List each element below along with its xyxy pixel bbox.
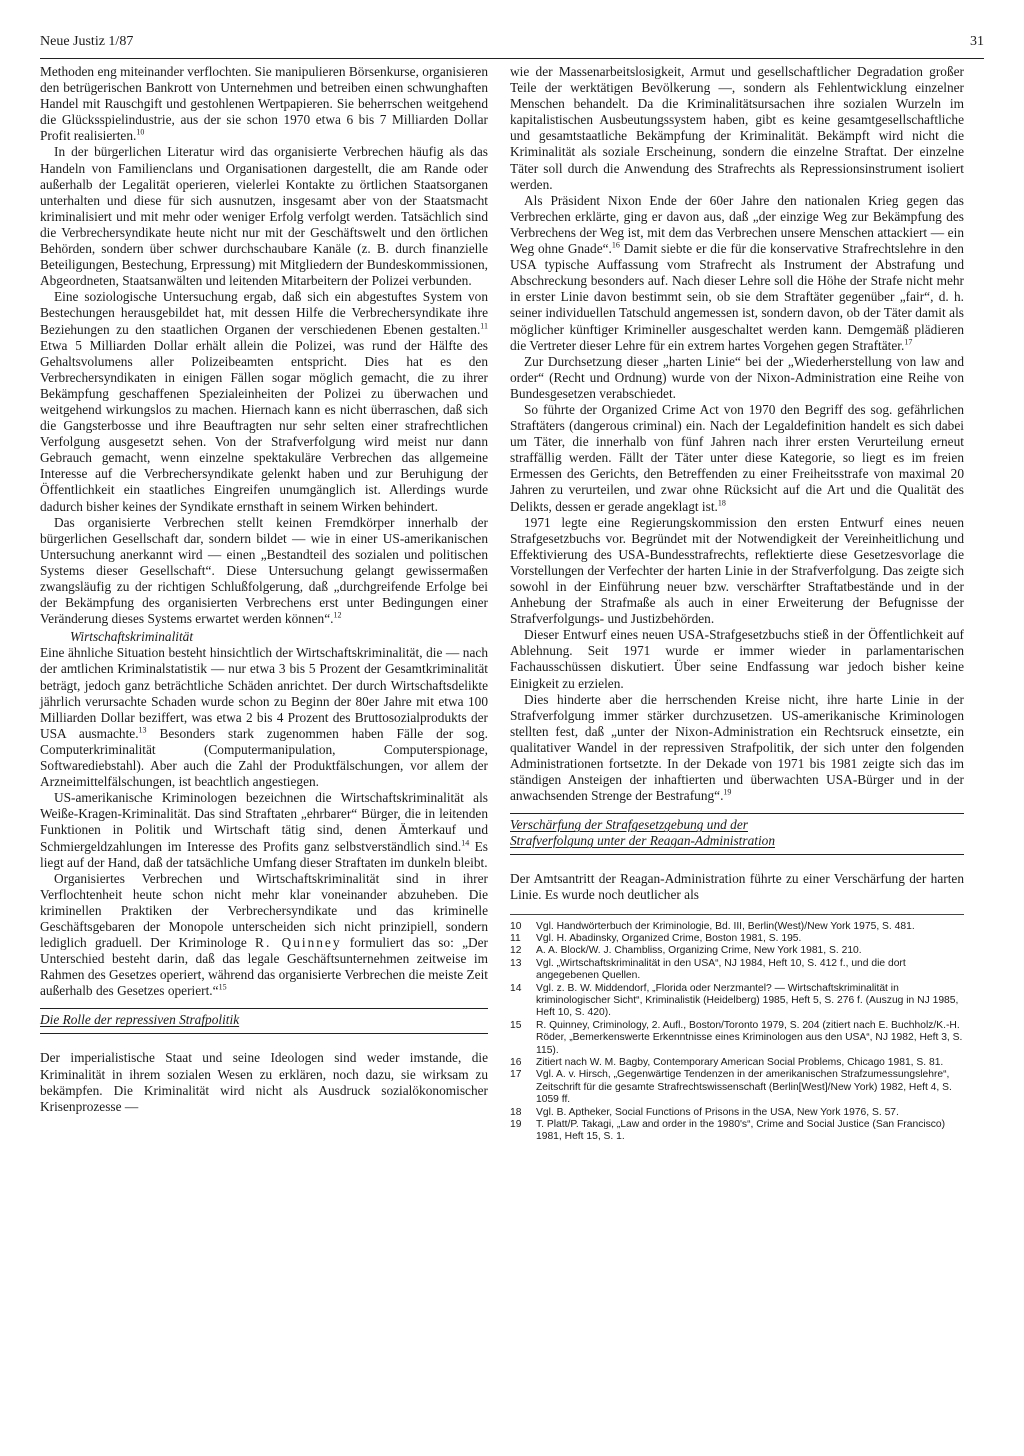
paragraph: In der bürgerlichen Literatur wird das organisierte Verbrechen häufig als das Handeln von Familienclans und Organisationen dargestellt, die am Rande oder außerhalb der Legalität operieren, vielerlei Kontakte zu örtlichen Staatsorganen unterhalten und diese für sich ausnutzen, insgesamt aber von der Staatsmacht kriminalisiert und mit mehr oder weniger Erfolg verfolgt werden. Tatsächlich sind die Verbrechersyndikate heute nicht nur mit der Geschäftswelt und den örtlichen Behörden, sondern über schwer durchschaubare Kanäle (z. B. durch finanzielle Beteiligungen, Bestechung, Erpressung) mit Mitgliedern der Bundeskommissionen, Abgeordneten, Staatsanwälten und leitenden Mitarbeitern der Polizei verbunden. <box>40 144 488 289</box>
paragraph: Dieser Entwurf eines neuen USA-Strafgesetzbuchs stieß in der Öffentlichkeit auf Ablehnung. Seit 1971 wurde er immer wieder in parlamentarischen Fachausschüssen diskutiert. Über seine Endfassung war jedoch bisher keine Einigkeit zu erzielen. <box>510 627 964 691</box>
paragraph: Eine soziologische Untersuchung ergab, daß sich ein abgestuftes System von Bestechungen herausgebildet hat, mit dessen Hilfe die Verbrechersyndikate ihre Beziehungen zu den staatlichen Organen der verschiedenen Ebenen gestalten.$^{11}$ Etwa 5 Milliarden Dollar erhält allein die Polizei, was rund der Hälfte des Gehaltsvolumens aller Polizeibeamten entspricht. Dies hat es den Verbrechersyndikaten in einigen Fällen sogar möglich gemacht, die zu ihrer Bekämpfung geschaffenen Spezialeinheiten der Polizei zu überwachen und weitgehend wirkungslos zu machen. Hiernach kann es nicht überraschen, daß sich die Gangsterbosse und ihre Beauftragten nur sehr selten einer strafrechtlichen Verfolgung ausgesetzt sehen. Von der Strafverfolgung wird meist nur dann Gebrauch gemacht, wenn einzelne spektakuläre Verbrechen das allgemeine Interesse auf die Verbrechersyndikate gelenkt haben und zur Beruhigung der Öffentlichkeit ein staatliches Eingreifen unumgänglich ist. Allerdings wurde dadurch bisher keines der Syndikate ernsthaft in seinem Wirken behindert. <box>40 289 488 514</box>
footnote-ref[interactable]: 14 <box>461 838 470 848</box>
right-column <box>510 64 964 1144</box>
paragraph: Methoden eng miteinander verflochten. Sie manipulieren Börsenkurse, organisieren den betrügerischen Bankrott von Unternehmen und betreiben einen schwunghaften Handel mit Rauschgift und gestohlenen Wertpapieren. Sie beherrschen weitgehend die Glücksspielindustrie, aus der sie schon 1970 etwa 6 bis 7 Milliarden Dollar Profit realisierten.$^{10}$ <box>40 64 488 144</box>
footnote-ref[interactable]: 16 <box>611 240 620 250</box>
footnote: 17 Vgl. A. v. Hirsch, „Gegenwärtige Tendenzen in der amerikanischen Strafzumessungslehre“, Zeitschrift für die gesamte Strafrechtswissenschaft (Berlin[West]/New York) 1982, Heft 4, S. 1059 ff. <box>510 1069 952 1106</box>
section-title: Die Rolle der repressiven Strafpolitik <box>40 1012 240 1028</box>
paragraph: 1971 legte eine Regierungskommission den ersten Entwurf eines neuen Strafgesetzbuchs vor. Begründet mit der Notwendigkeit der Vereinheitlichung und Effektivierung des USA-Bundesstrafrechts, reflektierte diese Gesetzesvorlage die Vorstellungen der Verfechter der harten Linie in der Strafverfolgung. Das zeigte sich sowohl in der Einführung neuer bzw. verschärfter Straftatbestände und in der Anhebung der Strafmaße als auch in einer Erweiterung der Befugnisse der Strafverfolgungs- und Justizbehörden. <box>510 514 964 627</box>
paragraph: US-amerikanische Kriminologen bezeichnen die Wirtschaftskriminalität als Weiße-Kragen-Kriminalität. Das sind Straftaten „ehrbarer“ Bürger, die in leitenden Funktionen in Politik und Wirtschaft tätig sind, denen Ämterkauf und Schmiergeldzahlungen im Interesse des Profits ganz selbstverständlich sind.$^{14}$ Es liegt auf der Hand, daß der tatsächliche Umfang dieser Straftaten im dunkeln bleibt. <box>40 790 488 870</box>
paragraph: Zur Durchsetzung dieser „harten Linie“ bei der „Wiederherstellung von law and order“ (Recht und Ordnung) wurde von der Nixon-Administration eine Reihe von Bundesgesetzen verabschiedet. <box>510 353 964 401</box>
footnote: 15 R. Quinney, Criminology, 2. Aufl., Boston/Toronto 1979, S. 204 (zitiert nach E. Buchholz/K.-H. Röder, „Bemerkenswerte Erkenntnisse eines Kriminologen aus den USA“, NJ 1982, Heft 3, S. 115). <box>510 1019 963 1056</box>
paragraph: Organisiertes Verbrechen und Wirtschaftskriminalität sind in ihrer Verflochtenheit heute schon nicht mehr klar voneinander abzuheben. Die kriminellen Praktiken der Verbrechersyndikate und das kriminelle Geschäftsgebaren der Monopole unterscheiden sich nicht prinzipiell, sondern lediglich graduell. Der Kriminologe R. Quinney formuliert das so: „Der Unterschied besteht darin, daß das legale Geschäftsunternehmen zeitweise im Rahmen des Gesetzes operiert, während das organisierte Verbrechen die meiste Zeit außerhalb des Gesetzes operiert.“$^{15}$ <box>40 870 488 999</box>
left-column <box>40 64 488 1115</box>
paragraph: Der imperialistische Staat und seine Ideologen sind weder imstande, die Kriminalität in ihrem sozialen Wesen zu erklären, noch dazu, sie wirksam zu bekämpfen. Die Kriminalität wird nicht als Ausdruck sozialökonomischer Krisenprozesse — <box>40 1050 488 1114</box>
divider <box>40 1033 488 1034</box>
divider <box>510 854 964 855</box>
paragraph: Das organisierte Verbrechen stellt keinen Fremdkörper innerhalb der bürgerlichen Gesellschaft dar, sondern bildet — wie in einer US-amerikanischen Untersuchung anerkannt wird — einen „Bestandteil des sozialen und politischen Systems dieser Gesellschaft“. Diese Untersuchung gelangt gewissermaßen zwangsläufig zu der richtigen Schlußfolgerung, daß „durchgreifende Erfolge bei der Bekämpfung des organisierten Verbrechens erst unter Bedingungen einer Veränderung dieses Systems erwartet werden können“.$^{12}$ <box>40 514 488 627</box>
footnote-ref[interactable]: 11 <box>480 321 488 331</box>
section-title-line-1: Verschärfung der Strafgesetzgebung und der <box>510 817 748 833</box>
footnote-ref[interactable]: 12 <box>333 610 342 620</box>
footnote: 12 A. A. Block/W. J. Chambliss, Organizing Crime, New York 1981, S. 210. <box>510 945 862 957</box>
footnote: 19 T. Platt/P. Takagi, „Law and order in the 1980's“, Crime and Social Justice (San Francisco) 1981, Heft 15, S. 1. <box>510 1119 946 1143</box>
subheading: Wirtschaftskriminalität <box>70 629 194 645</box>
journal-title: Neue Justiz 1/87 <box>40 34 134 49</box>
footnote-ref[interactable]: 13 <box>138 725 147 735</box>
footnote: 11 Vgl. H. Abadinsky, Organized Crime, Boston 1981, S. 195. <box>510 932 802 944</box>
author-name: R. Quinney <box>255 935 342 951</box>
footnotes <box>510 914 964 1144</box>
section-heading-box <box>510 813 964 855</box>
footnote-ref[interactable]: 18 <box>717 498 726 508</box>
footnote-ref[interactable]: 19 <box>723 787 732 797</box>
footnote: 14 Vgl. z. B. W. Middendorf, „Florida oder Nerzmantel? — Wirtschaftskriminalität in kriminologischer Sicht“, Kriminalistik (Heidelberg) 1985, Heft 5, S. 276 f. (Auszug in NJ 1985, Heft 10, S. 420). <box>510 982 959 1019</box>
paragraph: Der Amtsantritt der Reagan-Administration führte zu einer Verschärfung der harten Linie. Es wurde noch deutlicher als <box>510 871 964 903</box>
footnote: 16 Zitiert nach W. M. Bagby, Contemporary American Social Problems, Chicago 1981, S. 81. <box>510 1056 944 1068</box>
page-number: 31 <box>970 34 984 49</box>
footnote-ref[interactable]: 15 <box>218 982 227 992</box>
paragraph: So führte der Organized Crime Act von 1970 den Begriff des sog. gefährlichen Straftäters (dangerous criminal) ein. Nach der Legaldefinition handelt es sich dabei um Täter, die innerhalb von fünf Jahren nach ihrer ersten Verurteilung erneut straffällig werden. Fällt der Täter unter diese Kategorie, so liegt es im freien Ermessen des Gerichts, den Betreffenden zu einer Freiheitsstrafe von maximal 20 Jahren zu verurteilen, und zwar ohne Rücksicht auf die Art und die Qualität des Delikts, dessen er gerade angeklagt ist.$^{18}$ <box>510 401 964 514</box>
paragraph: Dies hinderte aber die herrschenden Kreise nicht, ihre harte Linie in der Strafverfolgung immer stärker durchzusetzen. US-amerikanische Kriminologen stellten fest, daß „unter der Nixon-Administration ein Rechtsruck einsetzte, ein qualitativer Wandel in der repressiven Strafpolitik, der sich unter den folgenden Administrationen fortsetzte. In der Dekade von 1971 bis 1981 zeigte sich das im ständigen Ansteigen der inhaftierten und überwachten USA-Bürger und in der anwachsenden Strenge der Bestrafung“.$^{19}$ <box>510 691 964 804</box>
page-header <box>40 34 984 59</box>
section-heading-box <box>40 1008 488 1034</box>
footnote: 18 Vgl. B. Aptheker, Social Functions of Prisons in the USA, New York 1976, S. 57. <box>510 1106 899 1118</box>
footnote-ref[interactable]: 17 <box>904 337 913 347</box>
paragraph: wie der Massenarbeitslosigkeit, Armut und gesellschaftlicher Degradation großer Teile der werktätigen Bevölkerung —, sondern als Fehlentwicklung einzelner Menschen behandelt. Da die Kriminalitätsursachen ihre sozialen Wurzeln im kapitalistischen Ausbeutungssystem haben, gibt es keine gesamtgesellschaftliche und gesamtstaatliche Bekämpfung der Kriminalität. Bekämpft wird nicht die Kriminalität als soziale Erscheinung, sondern die einzelne Straftat. Der einzelne Täter soll durch die Anwendung des Strafrechts als Repressionsinstrument isoliert werden. <box>510 64 964 192</box>
footnote: 10 Vgl. Handwörterbuch der Kriminologie, Bd. III, Berlin(West)/New York 1975, S. 481. <box>510 920 915 932</box>
footnote-ref[interactable]: 10 <box>136 127 145 137</box>
paragraph: Als Präsident Nixon Ende der 60er Jahre den nationalen Krieg gegen das Verbrechen erklärte, ging er davon aus, daß „der einzige Weg zur Bekämpfung des Verbrechens der Weg ist, mit dem das Verbrechen unsere Menschen attackiert — ein Weg ohne Gnade“.$^{16}$ Damit siebte er die für die konservative Strafrechtslehre in den USA typische Auffassung vom Strafrecht als Instrument der Abstrafung und Abschreckung besonders auf. Nach dieser Lehre soll die Höhe der Strafe nicht mehr in erster Linie davon bestimmt sein, ob sie dem Straftäter gegenüber „fair“, d. h. seiner individuellen Tatschuld angemessen ist, sondern davon, ob der Täter damit als möglicher künftiger Krimineller ausgeschaltet werden kann. Demgemäß plädieren die Vertreter dieser Lehre für ein extrem hartes Vorgehen gegen Straftäter.$^{17}$ <box>510 192 964 353</box>
footnote: 13 Vgl. „Wirtschaftskriminalität in den USA“, NJ 1984, Heft 10, S. 412 f., und die dort angegebenen Quellen. <box>510 957 906 982</box>
paragraph: Eine ähnliche Situation besteht hinsichtlich der Wirtschaftskriminalität, die — nach der amtlichen Kriminalstatistik — nur etwa 3 bis 5 Prozent der Gesamtkriminalität beträgt, jedoch ganz beträchtliche Schäden anrichtet. Der durch Wirtschaftsdelikte jährlich verursachte Schaden wurde schon zu Beginn der 80er Jahre mit etwa 100 Milliarden Dollar beziffert, was etwa 2 bis 4 Prozent des Bruttosozialprodukts der USA ausmachte.$^{13}$ Besonders stark zugenommen haben Fälle der sog. Computerkriminalität (Computermanipulation, Computerspionage, Softwarediebstahl). Aber auch die Zahl der Produktfälschungen, vor allem der Arzneimittelfälschungen, ist beachtlich angestiegen. <box>40 645 488 790</box>
section-title-line-2: Strafverfolgung unter der Reagan-Administration <box>510 833 775 849</box>
